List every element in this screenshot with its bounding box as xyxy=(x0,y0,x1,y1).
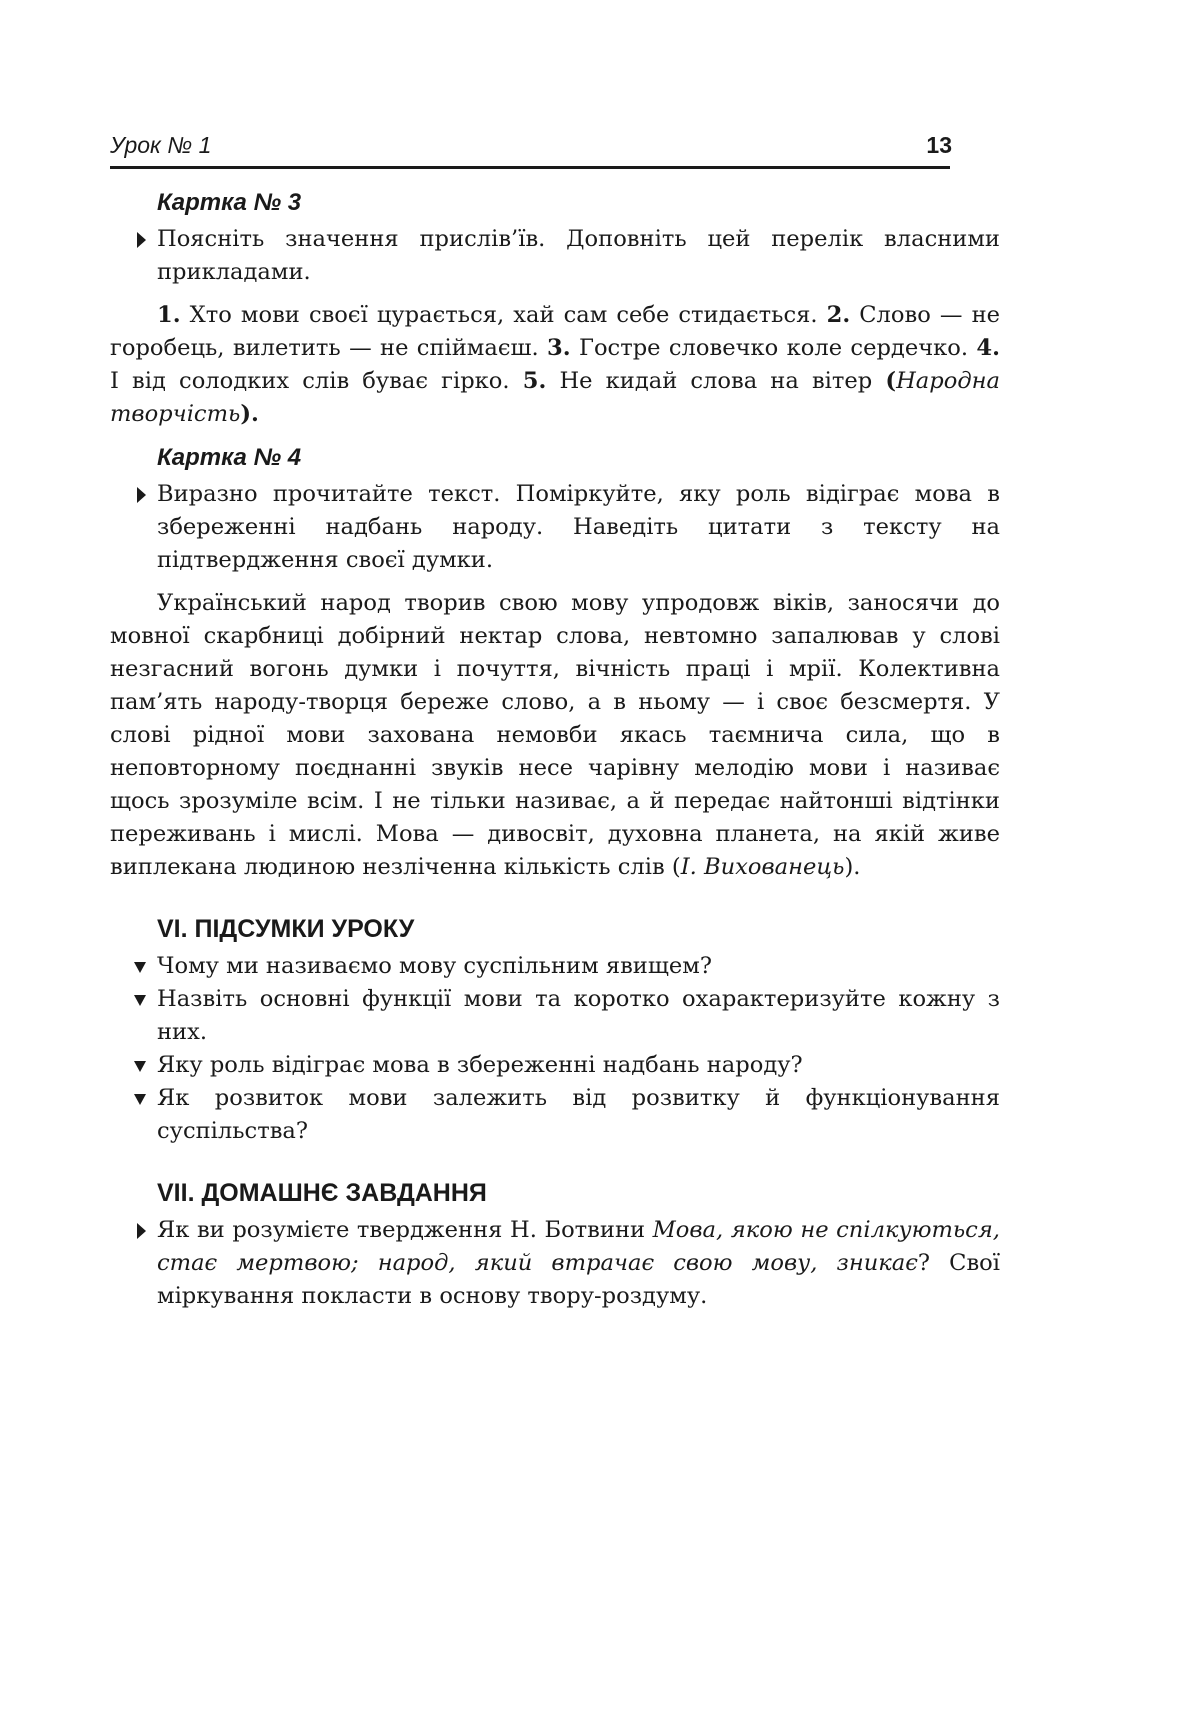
homework-task-end: ? Свої міркування покласти в основу твору-роздуму. xyxy=(157,1250,1000,1309)
summary-questions xyxy=(110,950,1000,1148)
card-4-author: І. Вихованець xyxy=(680,854,845,880)
header-rule xyxy=(110,166,950,169)
proverb-number: 4. xyxy=(976,335,1000,361)
list-item xyxy=(110,1049,1000,1082)
proverb-text: Слово — не горобець, вилетить — не спіймаєш. xyxy=(110,302,1000,361)
triangle-down-icon xyxy=(134,1061,146,1072)
question-text: Чому ми називаємо мову суспільним явищем? xyxy=(157,953,712,979)
card-4-text xyxy=(110,587,1000,884)
page-number: 13 xyxy=(926,132,952,158)
triangle-down-icon xyxy=(134,995,146,1006)
proverb-number: 5. xyxy=(522,368,547,394)
card-4-text-body: Український народ творив свою мову упродовж віків, заносячи до мовної скарбниці добірний нектар слова, невтомно запалював у слові незгасний вогонь думки і почуття, вічність праці і мрії. Колективна пам’ять народу-творця береже слово, а в ньому — і своє безсмертя. У слові рідної мови захована немовби якась таємнича сила, що в неповторному поєднанні звуків несе чарівну мелодію мови і називає щось зрозуміле всім. І не тільки називає, а й передає найтонші відтінки переживань і мислі. Мова — дивосвіт, духовна планета, на якій живе виплекана людиною незліченна кількість слів ( xyxy=(110,590,1000,880)
proverb-text: Хто мови своєї цурається, хай сам себе стидається. xyxy=(180,302,827,328)
list-item xyxy=(110,1082,1000,1148)
homework-quote: Мова, якою не спілкуються, стає мертвою; народ, який втрачає свою мову, зникає xyxy=(157,1217,1000,1276)
card-3-title: Картка № 3 xyxy=(157,189,302,216)
card-3-task xyxy=(110,223,1000,289)
triangle-down-icon xyxy=(134,962,146,973)
card-4-title: Картка № 4 xyxy=(157,444,302,471)
homework-task-start: Як ви розумієте твердження Н. Ботвини xyxy=(157,1217,653,1243)
proverb-text: Гостре словечко коле сердечко. xyxy=(570,335,977,361)
proverb-number: 3. xyxy=(547,335,571,361)
question-text: Як розвиток мови залежить від розвитку й функціонування суспільства? xyxy=(157,1085,1000,1144)
source-paren-close: ). xyxy=(240,401,259,427)
card-4-task-text: Виразно прочитайте текст. Поміркуйте, яку роль відіграє мова в збереженні надбань народу. Наведіть цитати з тексту на підтвердження своєї думки. xyxy=(157,481,1000,573)
triangle-right-icon xyxy=(137,1223,146,1239)
card-4-text-end: ). xyxy=(844,854,861,880)
section-7-title: VII. ДОМАШНЄ ЗАВДАННЯ xyxy=(157,1179,487,1207)
triangle-right-icon xyxy=(137,487,146,503)
list-item xyxy=(110,983,1000,1049)
source-paren-open: ( xyxy=(885,368,897,394)
proverb-text: Не кидай слова на вітер xyxy=(546,368,886,394)
proverb-number: 1. xyxy=(157,302,181,328)
proverb-text: І від солодких слів буває гірко. xyxy=(110,368,523,394)
question-text: Яку роль відіграє мова в збереженні надбань народу? xyxy=(157,1052,803,1078)
lesson-label: Урок № 1 xyxy=(110,132,212,158)
proverbs-source: Народна творчість xyxy=(110,368,1000,427)
list-item xyxy=(110,950,1000,983)
card-3-task-text: Поясніть значення прислів’їв. Доповніть цей перелік власними прикладами. xyxy=(157,226,1000,285)
section-6-title: VI. ПІДСУМКИ УРОКУ xyxy=(157,915,415,943)
page-content xyxy=(110,186,1000,1313)
triangle-down-icon xyxy=(134,1094,146,1105)
proverb-number: 2. xyxy=(826,302,851,328)
triangle-right-icon xyxy=(137,232,146,248)
question-text: Назвіть основні функції мови та коротко охарактеризуйте кожну з них. xyxy=(157,986,1000,1045)
card-3-proverbs xyxy=(110,299,1000,431)
homework-task xyxy=(110,1214,1000,1313)
card-4-task xyxy=(110,478,1000,577)
